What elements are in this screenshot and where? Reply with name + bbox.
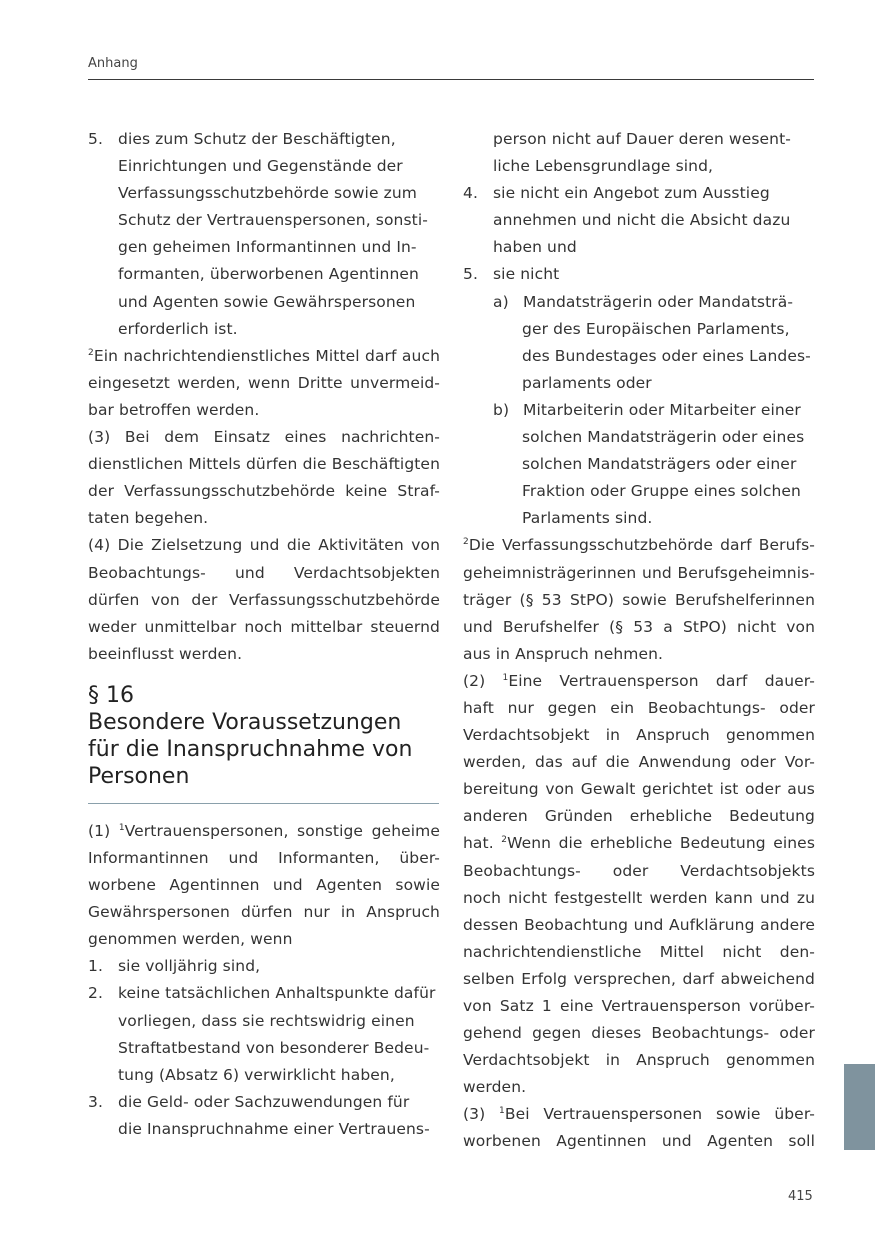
list-text: Fraktion oder Gruppe eines solchen: [522, 482, 801, 501]
paragraph-number: (3): [463, 1105, 500, 1124]
text-line: dürfen von der Verfassungsschutzbehörde: [88, 590, 440, 609]
text-line: aus in Anspruch nehmen.: [463, 644, 664, 663]
list-text: sie nicht ein Angebot zum Ausstieg: [493, 184, 770, 203]
text-line: anderen Gründen erhebliche Bedeutung: [463, 807, 815, 826]
text-line: dienstlichen Mittels dürfen die Beschäftigten: [88, 455, 440, 474]
section-heading: [88, 682, 440, 790]
text-line: beeinflusst werden.: [88, 644, 243, 663]
list-text: Mitarbeiterin oder Mitarbeiter einer: [523, 400, 801, 419]
list-text: liche Lebensgrundlage sind,: [493, 157, 714, 176]
running-header: Anhang: [88, 56, 138, 71]
text-line: Beobachtungs- und Verdachtsobjekten: [88, 563, 440, 582]
text-line: eingesetzt werden, wenn Dritte unvermeid-: [88, 373, 440, 392]
right-column: [463, 126, 815, 1156]
text-line: der Verfassungsschutzbehörde keine Straf-: [88, 482, 440, 501]
text-line: bar betroffen werden.: [88, 400, 260, 419]
sentence-number: 2: [463, 537, 469, 548]
section-title-line: Besondere Voraussetzungen: [88, 709, 402, 735]
list-text: formanten, überworbenen Agentinnen: [118, 265, 419, 284]
list-number: 5.: [88, 130, 103, 148]
text-line: von Satz 1 eine Vertrauensperson vorüber-: [463, 997, 815, 1015]
text-line: worbene Agentinnen und Agenten sowie: [88, 876, 440, 895]
list-text: parlaments oder: [522, 373, 652, 392]
list-text: Mandatsträgerin oder Mandatsträ-: [523, 292, 794, 311]
text-line: Ein nachrichtendienstliches Mittel darf auch: [93, 346, 440, 365]
list-number: 3.: [88, 1092, 103, 1111]
text-line: weder unmittelbar noch mittelbar steuernd: [88, 617, 440, 636]
text-line: Beobachtungs- oder Verdachtsobjekts: [463, 861, 815, 880]
list-text: solchen Mandatsträgers oder einer: [522, 455, 797, 474]
list-text: Straftatbestand von besonderer Bedeu-: [118, 1038, 430, 1057]
text-line: Bei Vertrauenspersonen sowie über-: [504, 1105, 815, 1124]
text-line: worbenen Agentinnen und Agenten soll: [463, 1132, 815, 1151]
text-line: und Berufshelfer (§ 53 a StPO) nicht von: [463, 617, 815, 636]
paragraph-number: (1): [88, 821, 119, 840]
list-text: solchen Mandatsträgerin oder eines: [522, 428, 805, 447]
list-number: 4.: [463, 184, 478, 203]
text-line: gehend gegen dieses Beobachtungs- oder: [463, 1024, 815, 1043]
text-line: Gewährspersonen dürfen nur in Anspruch: [88, 903, 440, 922]
text-line: taten begehen.: [88, 509, 209, 528]
text-line: (3) Bei dem Einsatz eines nachrichten-: [88, 428, 440, 447]
sentence-number: 2: [88, 347, 94, 358]
paragraph-1: [88, 818, 440, 953]
text-line: Wenn die erhebliche Bedeutung eines: [507, 834, 815, 853]
list-text: person nicht auf Dauer deren wesent-: [493, 130, 791, 148]
list-text: haben und: [493, 238, 577, 257]
text-line: Vertrauenspersonen, sonstige geheime: [124, 821, 440, 840]
text-line: Verdachtsobjekt in Anspruch genommen: [463, 726, 815, 745]
sentence-number: 1: [118, 822, 125, 833]
text-line: haft nur gegen ein Beobachtungs- oder: [463, 698, 815, 717]
section-title-line: für die Inanspruchnahme von: [88, 736, 413, 762]
header-rule: [88, 79, 814, 80]
text-line: geheimnisträgerinnen und Berufsgeheimnis-: [463, 563, 815, 582]
text-line: dessen Beobachtung und Aufklärung andere: [463, 915, 815, 934]
list-item-5: [88, 126, 440, 343]
text-line: Eine Vertrauensperson darf dauer-: [508, 671, 815, 690]
text-line: hat.: [463, 834, 502, 853]
text-line: (4) Die Zielsetzung und die Aktivitäten von: [88, 536, 440, 555]
text-line: träger (§ 53 StPO) sowie Berufshelferinnen: [463, 590, 815, 609]
list-number: 2.: [88, 984, 103, 1003]
text-line: nachrichtendienstliche Mittel nicht den-: [463, 942, 815, 961]
list-number: 5.: [463, 265, 478, 284]
list-text: sie nicht: [493, 265, 560, 284]
paragraph-number: (2): [463, 671, 503, 690]
section-title-line: Personen: [88, 763, 190, 789]
list-text: dies zum Schutz der Beschäftigten,: [118, 130, 396, 148]
text-line: selben Erfolg versprechen, darf abweichend: [463, 969, 815, 988]
sentence-number: 1: [502, 672, 509, 683]
sublist-letter: a): [493, 292, 509, 311]
text-line: genommen werden, wenn: [88, 930, 293, 949]
conditions-list: [88, 953, 440, 1143]
paragraph-block: [88, 343, 440, 668]
text-line: noch nicht festgestellt werden kann und zu: [463, 888, 815, 907]
left-column: [88, 126, 440, 1143]
sentence-number: 2: [501, 835, 508, 846]
text-line: Die Verfassungsschutzbehörde darf Berufs-: [468, 536, 815, 555]
list-text: des Bundestages oder eines Landes-: [522, 346, 811, 365]
section-rule: [88, 803, 439, 804]
list-text: ger des Europäischen Parlaments,: [522, 319, 790, 338]
page-number: 415: [788, 1189, 813, 1204]
text-line: bereitung von Gewalt gerichtet ist oder aus: [463, 780, 815, 799]
sentence-number: 1: [499, 1106, 505, 1117]
list-text: keine tatsächlichen Anhaltspunkte dafür: [118, 984, 436, 1003]
list-number: 1.: [88, 957, 103, 976]
list-text: Parlaments sind.: [522, 509, 653, 528]
list-text: tung (Absatz 6) verwirklicht haben,: [118, 1065, 395, 1084]
text-line: Informantinnen und Informanten, über-: [88, 848, 440, 867]
list-text: sie volljährig sind,: [118, 957, 261, 976]
sublist-letter: b): [493, 400, 510, 419]
list-text: Verfassungsschutzbehörde sowie zum: [118, 184, 417, 203]
list-text: und Agenten sowie Gewährspersonen: [118, 292, 416, 311]
list-text: Einrichtungen und Gegenstände der: [118, 157, 403, 176]
list-text: erforderlich ist.: [118, 319, 238, 338]
text-line: werden, das auf die Anwendung oder Vor-: [463, 753, 815, 772]
list-text: annehmen und nicht die Absicht dazu: [493, 211, 791, 230]
text-line: Verdachtsobjekt in Anspruch genommen: [463, 1051, 815, 1070]
text-line: werden.: [463, 1078, 527, 1097]
section-number: § 16: [88, 682, 134, 708]
list-text: vorliegen, dass sie rechtswidrig einen: [118, 1011, 415, 1030]
list-text: Schutz der Vertrauenspersonen, sonsti-: [118, 211, 428, 230]
list-text: die Geld- oder Sachzuwendungen für: [118, 1092, 410, 1111]
chapter-thumb-tab: [844, 1064, 875, 1150]
list-text: die Inanspruchnahme einer Vertrauens-: [118, 1119, 430, 1138]
list-text: gen geheimen Informantinnen und In-: [118, 238, 417, 257]
